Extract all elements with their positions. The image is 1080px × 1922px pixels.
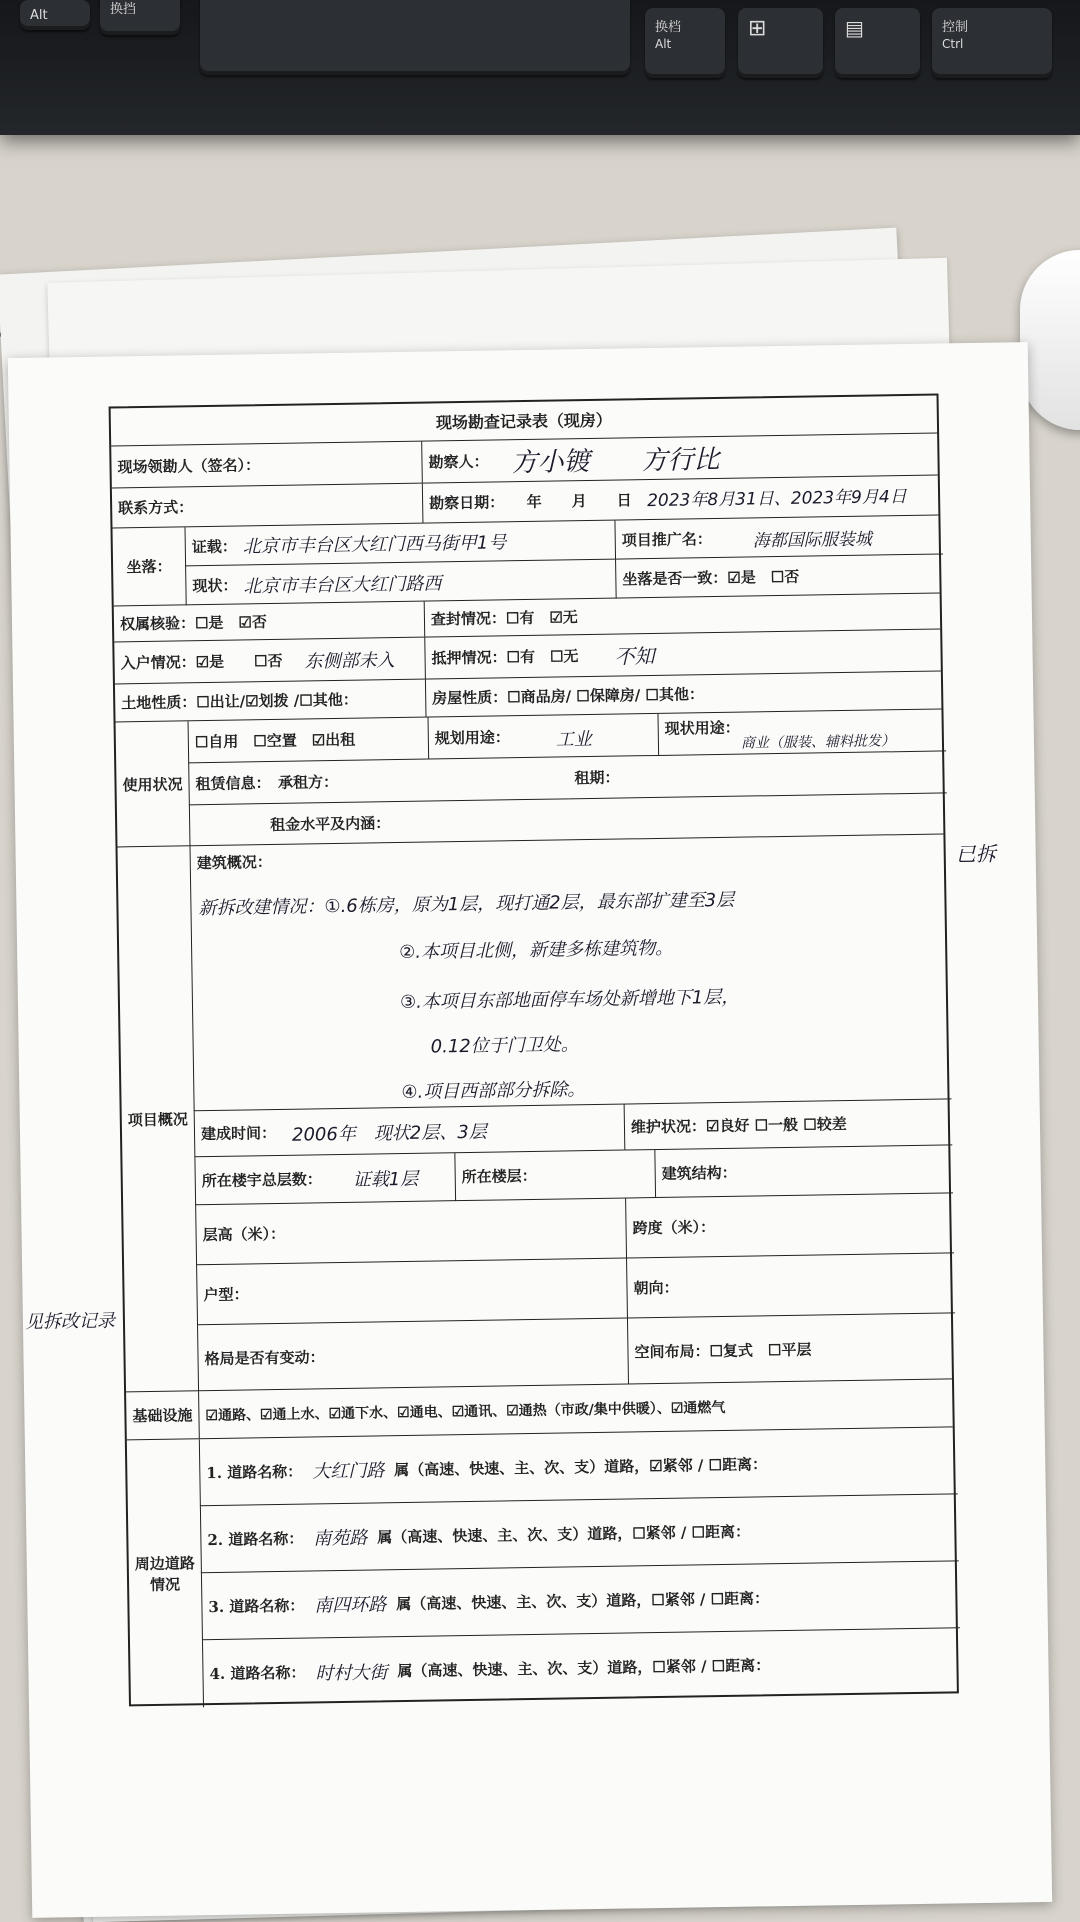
date-handwriting: 2023年8月31日、2023年9月4日 (646, 487, 907, 512)
keyboard-key (20, 0, 90, 30)
menu-key-icon (835, 8, 920, 78)
road-row-1 (199, 1427, 958, 1506)
guide-label: 现场领勘人（签名）： (117, 456, 261, 477)
windows-key-icon (738, 8, 823, 78)
inspection-form (109, 393, 959, 1706)
entry-label: 入户情况：☑是 ☐否 (120, 651, 283, 673)
seal-label: 查封情况：☐有 ☑无 (424, 593, 944, 636)
key-label: ⊞ (748, 16, 767, 41)
house-label: 房屋性质：☐商品房/ ☐保障房/ ☐其他： (425, 671, 946, 716)
build-time-handwriting: 2006年 现状2层、3层 (291, 1121, 487, 1146)
location-label: 坐落： (126, 557, 172, 577)
building-label: 建筑概况： (196, 853, 272, 873)
land-label: 土地性质：☐出让/☑划拨 /☐其他： (121, 690, 358, 713)
road-row-2 (200, 1494, 959, 1573)
road-row-3 (201, 1561, 960, 1640)
key-label: 换挡 (110, 2, 137, 17)
cert-handwriting: 北京市丰台区大红门西马街甲1号 (242, 532, 507, 558)
current-use-label: 现状用途： (657, 709, 946, 756)
rent-term-label: 租期： (568, 751, 947, 799)
current-use-handwriting: 商业（服装、辅料批发） (740, 733, 896, 752)
inspector-handwriting: 方小镀 方行比 (511, 444, 720, 479)
height-label: 层高（米）： (195, 1199, 626, 1266)
project-label: 项目概况 (127, 1109, 188, 1129)
infra-items: ☑通路、☑通上水、☑通下水、☑通电、☑通讯、☑通热（市政/集中供暖）、☑通燃气 (198, 1379, 957, 1438)
inspection-sheet (8, 342, 1052, 1918)
infra-label: 基础设施 (132, 1406, 193, 1426)
plan-label: 规划用途： (428, 714, 659, 760)
actual-handwriting: 北京市丰台区大红门路西 (243, 573, 442, 598)
road-name-handwriting: 大红门路 (312, 1460, 385, 1483)
mortgage-handwriting: 不知 (614, 643, 655, 669)
structure-label: 建筑结构： (654, 1145, 953, 1198)
keyboard (0, 0, 1080, 135)
ownership-label: 权属核验：☐是 ☑否 (119, 613, 268, 634)
project-row (118, 834, 952, 1392)
consistent-label: 坐落是否一致：☑是 ☐否 (615, 554, 944, 598)
actual-label: 现状： (192, 576, 238, 596)
form-title: 现场勘查记录表（现房） (435, 410, 613, 433)
key-label: 换档 (655, 20, 682, 35)
road-row-4 (202, 1628, 961, 1707)
contact-label: 联系方式： (118, 498, 194, 518)
road-text: 属（高速、快速、主、次、支）道路，☐紧邻 / ☐距离： (397, 1656, 771, 1681)
margin-handwriting: 见拆改记录 (24, 1310, 116, 1333)
keyboard-key (932, 8, 1052, 78)
key-label: Ctrl (942, 37, 964, 51)
orientation-label: 朝向： (626, 1253, 955, 1318)
keyboard-key (100, 0, 180, 35)
inspector-label: 勘察人： (421, 433, 942, 482)
entry-handwriting: 东侧部未入 (304, 650, 395, 673)
building-margin-handwriting: 已拆 (955, 841, 996, 867)
space-label: 空间布局：☐复式 ☐平层 (627, 1313, 956, 1384)
building-cell (190, 834, 952, 1111)
use-label: 使用状况 (122, 774, 183, 794)
mortgage-label: 抵押情况：☐有 ☐无 (424, 629, 945, 678)
key-label: ▤ (845, 16, 864, 40)
road-prefix: 4. 道路名称： (209, 1663, 306, 1684)
use-row (116, 709, 944, 847)
building-handwriting-line: 0.12位于门卫处。 (430, 1034, 579, 1058)
building-handwriting-line: ④.项目西部部分拆除。 (401, 1079, 586, 1104)
key-label: Alt (655, 37, 672, 51)
maintenance-label: 维护状况：☑良好 ☐一般 ☐较差 (624, 1099, 953, 1150)
computer-mouse (1020, 250, 1080, 430)
floors-label: 所在楼宇总层数： (194, 1153, 455, 1205)
floor-label: 所在楼层： (454, 1150, 655, 1201)
road-prefix: 3. 道路名称： (208, 1596, 305, 1616)
rent-level-label: 租金水平及内涵： (189, 793, 948, 846)
build-time-label: 建成时间： (194, 1105, 625, 1158)
road-prefix: 1. 道路名称： (206, 1462, 303, 1482)
building-handwriting-line: 新拆改建情况：①.6栋房，原为1层，现打通2层，最东部扩建至3层 (198, 889, 735, 920)
road-name-handwriting: 南苑路 (313, 1527, 368, 1550)
span-label: 跨度（米）： (625, 1193, 954, 1258)
date-label: 勘察日期： 年 月 日 (422, 475, 943, 522)
road-prefix: 2. 道路名称： (207, 1529, 304, 1549)
promo-handwriting: 海都国际服装城 (752, 529, 872, 552)
type-label: 户型： (196, 1259, 627, 1326)
rent-label: 租赁信息： 承租方： (188, 757, 569, 805)
roads-label: 周边道路情况 (134, 1554, 195, 1595)
road-name-handwriting: 时村大街 (315, 1661, 388, 1684)
building-handwriting-line: ③.本项目东部地面停车场处新增地下1层， (399, 986, 740, 1014)
road-name-handwriting: 南四环路 (314, 1594, 387, 1617)
spacebar (200, 0, 630, 75)
location-row (113, 516, 940, 607)
road-text: 属（高速、快速、主、次、支）道路，☑紧邻 / ☐距离： (394, 1454, 768, 1479)
plan-handwriting: 工业 (555, 728, 593, 751)
keyboard-key (645, 8, 725, 78)
key-label: 控制 (942, 20, 969, 35)
building-handwriting-line: ②.本项目北侧，新建多栋建筑物。 (399, 937, 674, 964)
layout-change-label: 格局是否有变动： (197, 1319, 628, 1392)
use-options: ☐自用 ☐空置 ☑出租 (188, 718, 429, 764)
roads-row (127, 1427, 957, 1708)
floors-handwriting: 证载1层 (352, 1168, 419, 1191)
key-label: Alt (30, 8, 48, 23)
cert-label: 证载： (191, 537, 237, 556)
road-text: 属（高速、快速、主、次、支）道路，☐紧邻 / ☐距离： (377, 1522, 751, 1546)
promo-label: 项目推广名： (614, 515, 943, 559)
road-text: 属（高速、快速、主、次、支）道路，☐紧邻 / ☐距离： (396, 1588, 770, 1613)
